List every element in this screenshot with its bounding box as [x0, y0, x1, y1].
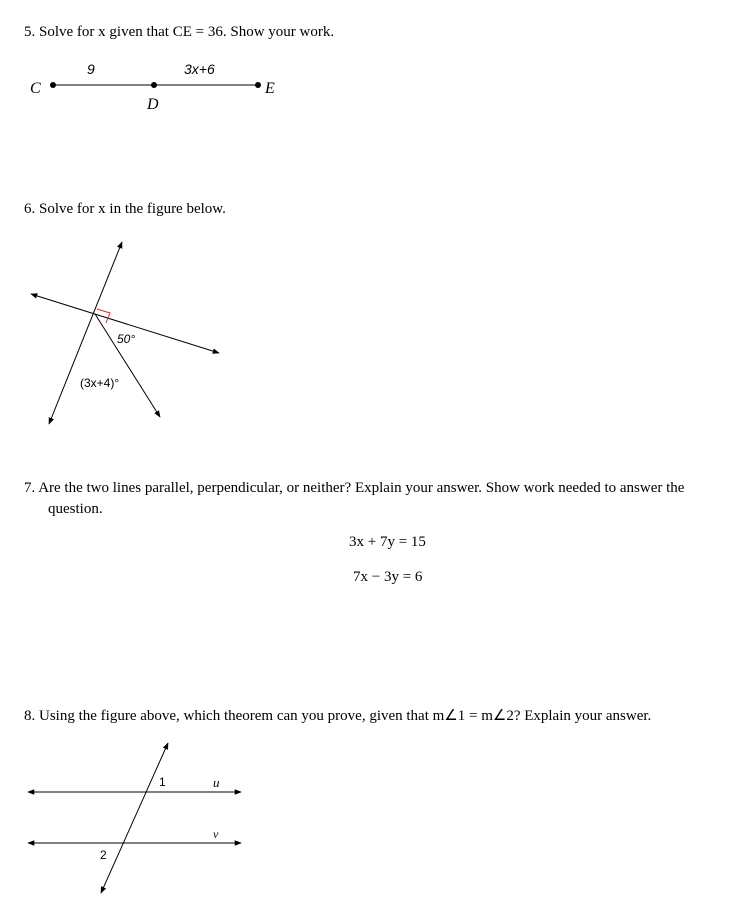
- equation-2: 7x − 3y = 6: [353, 569, 423, 585]
- label-angle-3x4: (3x+4)°: [80, 376, 120, 390]
- label-angle-2: 2: [100, 848, 107, 862]
- label-segment-cd: 9: [87, 61, 95, 77]
- question-7-number: 7.: [24, 480, 36, 496]
- label-angle-1: 1: [159, 775, 166, 789]
- question-5-number: 5.: [24, 24, 36, 40]
- question-6-prompt: Solve for x in the figure below.: [39, 201, 226, 217]
- equation-1: 3x + 7y = 15: [349, 534, 426, 550]
- question-5-prompt: Solve for x given that CE = 36. Show your work.: [39, 24, 335, 40]
- label-c: C: [30, 80, 41, 97]
- question-7-prompt-line2: question.: [48, 501, 103, 517]
- label-line-v: v: [213, 827, 219, 841]
- label-segment-de: 3x+6: [184, 61, 215, 77]
- label-d: D: [147, 96, 159, 113]
- question-6-number: 6.: [24, 201, 36, 217]
- question-7-prompt-line1: Are the two lines parallel, perpendicular, or neither? Explain your answer. Show work needed to answer the: [38, 480, 685, 496]
- label-e: E: [265, 80, 275, 97]
- label-angle-50: 50°: [117, 332, 136, 346]
- label-line-u: u: [213, 775, 220, 790]
- question-8-number: 8.: [24, 708, 36, 724]
- transversal: [101, 743, 168, 893]
- question-8-prompt: Using the figure above, which theorem can you prove, given that m∠1 = m∠2? Explain your answer.: [39, 708, 652, 724]
